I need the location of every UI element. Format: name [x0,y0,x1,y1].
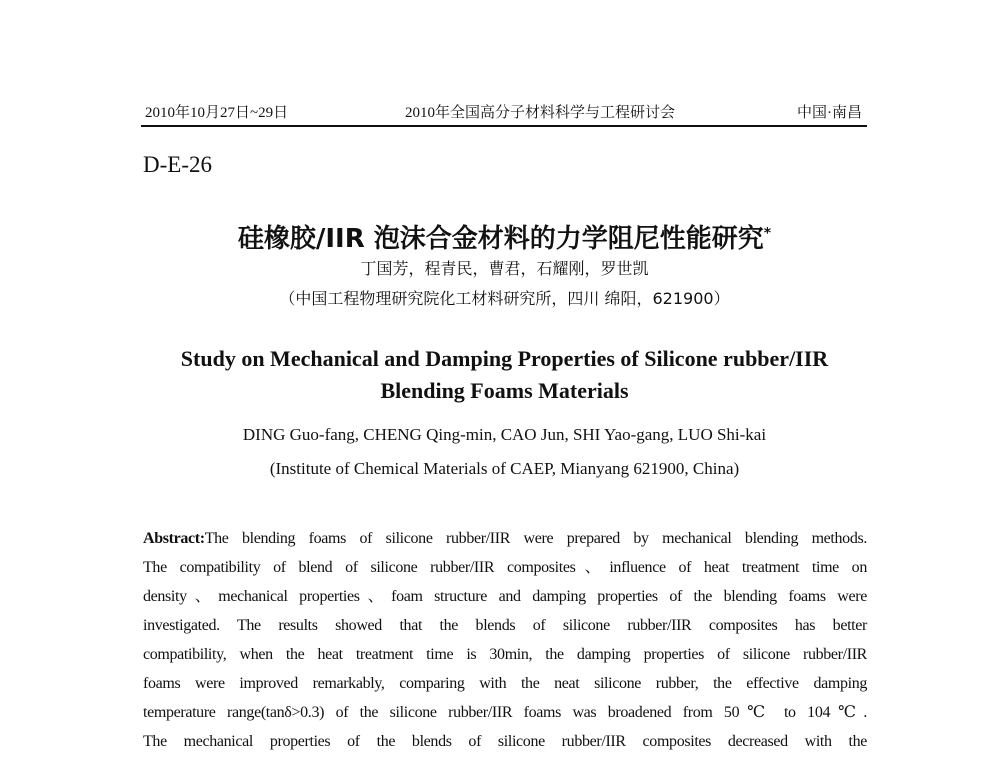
chinese-title [143,218,866,255]
english-title-line-1: Study on Mechanical and Damping Properties of Silicone rubber/IIR [180,346,829,371]
header-location: 中国·南昌 [797,105,862,121]
english-affiliation: (Institute of Chemical Materials of CAEP, Mianyang 621900, China) [269,459,740,478]
paper-code: D-E-26 [143,152,212,177]
header-conference: 2010年全国高分子材料科学与工程研讨会 [405,105,676,121]
abstract-line: The mechanical properties of the blends of silicone rubber/IIR composites decreased with the [143,733,867,750]
english-authors: DING Guo-fang, CHENG Qing-min, CAO Jun, SHI Yao-gang, LUO Shi-kai [242,425,767,444]
abstract-line: foams were improved remarkably, comparing with the neat silicone rubber, the effective damping [143,675,867,692]
english-title-line-2: Blending Foams Materials [380,378,629,403]
header-date: 2010年10月27日~29日 [145,105,289,121]
english-title [143,343,866,407]
abstract-label: Abstract: [143,530,205,547]
abstract-line: investigated. The results showed that the blends of silicone rubber/IIR composites has better [143,617,867,634]
running-header [143,101,866,123]
chinese-authors: 丁国芳，程青民，曹君，石耀刚，罗世凯 [360,259,649,278]
abstract-line: The compatibility of blend of silicone rubber/IIR composites、influence of heat treatment time on [143,559,867,576]
abstract-line [143,524,867,553]
abstract-line: temperature range(tanδ>0.3) of the silicone rubber/IIR foams was broadened from 50℃ to 104℃. [143,704,867,721]
abstract-line: density、mechanical properties、foam structure and damping properties of the blending foams were [143,588,867,605]
chinese-title-text: 硅橡胶/IIR 泡沫合金材料的力学阻尼性能研究 [237,224,764,254]
abstract-text: The blending foams of silicone rubber/IIR were prepared by mechanical blending methods. [204,530,867,547]
chinese-affiliation: （中国工程物理研究院化工材料研究所，四川 绵阳，621900） [279,289,730,308]
abstract [143,524,867,756]
footnote-mark: * [763,225,772,242]
abstract-line: compatibility, when the heat treatment time is 30min, the damping properties of silicone rubber/IIR [143,646,867,663]
header-rule [141,125,867,127]
